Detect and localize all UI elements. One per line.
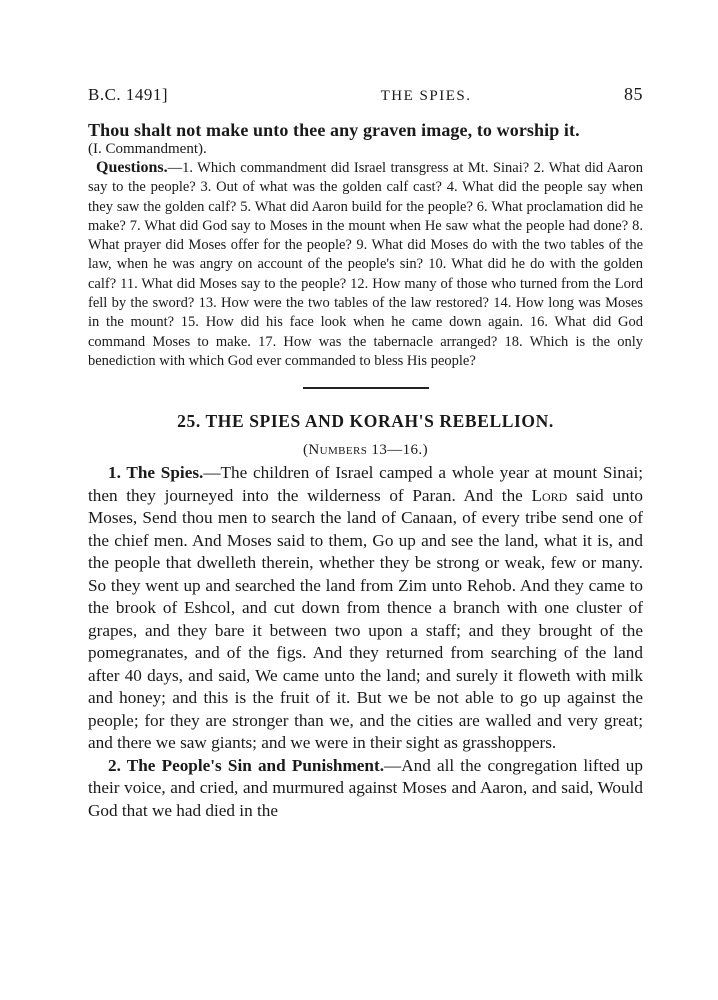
lord-small-caps: Lord <box>531 485 568 505</box>
commandment-text: Thou shalt not make unto thee any graven image, to worship it. <box>88 120 580 140</box>
page-number: 85 <box>624 84 643 104</box>
chapter-body <box>88 462 643 822</box>
running-head-title: THE SPIES. <box>380 88 472 104</box>
section-text-part: —The children of Israel camped a whole year at mount Sinai; then they journeyed into the wilderness of Paran. And the <box>88 463 643 505</box>
section-heading-spies: 1. The Spies. <box>108 463 204 483</box>
section-divider <box>303 387 429 389</box>
section-text-part: said unto Moses, Send thou men to search the land of Canaan, of every tribe send one of the chief men. And Moses said to them, Go up and see the land, what it is, and the people that dwelleth therein, whether they be strong or weak, few or many. So they went up and searched the land from Zim unto Rehob. And they came to the brook of Eshcol, and cut down from thence a branch with one cluster of grapes, and they bare it between two upon a staff; and they brought of the pomegranates, and of the figs. And they returned from searching of the land after 40 days, and said, We came unto the land; and surely it floweth with milk and honey; and this is the fruit of it. But we be not able to go up against the people; for they are stronger than we, and the cities are walled and very great; and there we saw giants; and we were in their sight as grasshoppers. <box>88 485 643 753</box>
commandment-source: (I. Commandment). <box>88 141 207 157</box>
section-paragraph-sin <box>88 755 643 823</box>
chapter-title: 25. THE SPIES AND KORAH'S REBELLION. <box>177 411 554 432</box>
questions-paragraph <box>88 158 643 371</box>
running-head-date: B.C. 1491] <box>88 85 169 104</box>
questions-label: Questions. <box>96 159 168 176</box>
section-text-part: —And all the congregation lifted up their voice, and cried, and murmured against Moses and Aaron, and said, Would God that we had died in the <box>88 755 643 820</box>
running-head <box>88 84 643 110</box>
book-page <box>88 84 643 822</box>
section-paragraph-spies <box>88 462 643 755</box>
questions-text: —1. Which commandment did Israel transgress at Mt. Sinai? 2. What did Aaron say to the people? 3. Out of what was the golden calf cast? 4. What did the people say when they saw the golden calf? 5. What did Aaron build for the people? 6. What proclamation did he make? 7. What did God say to Moses in the mount when He saw what the people had done? 8. What prayer did Moses offer for the people? 9. What did Moses do with the two tables of the law, when he was angry on account of the people's sin? 10. What did he do with the golden calf? 11. What did Moses say to the people? 12. How many of those who turned from the Lord fell by the sword? 13. How were the two tables of the law restored? 14. How long was Moses in the mount? 15. How did his face look when he came down again. 16. What did God command Moses to make. 17. How was the tabernacle arranged? 18. Which is the only benediction with which God ever commanded to bless His people? <box>88 160 643 369</box>
chapter-reference: (Numbers 13—16.) <box>303 442 428 459</box>
section-heading-sin: 2. The People's Sin and Punishment. <box>108 755 384 775</box>
